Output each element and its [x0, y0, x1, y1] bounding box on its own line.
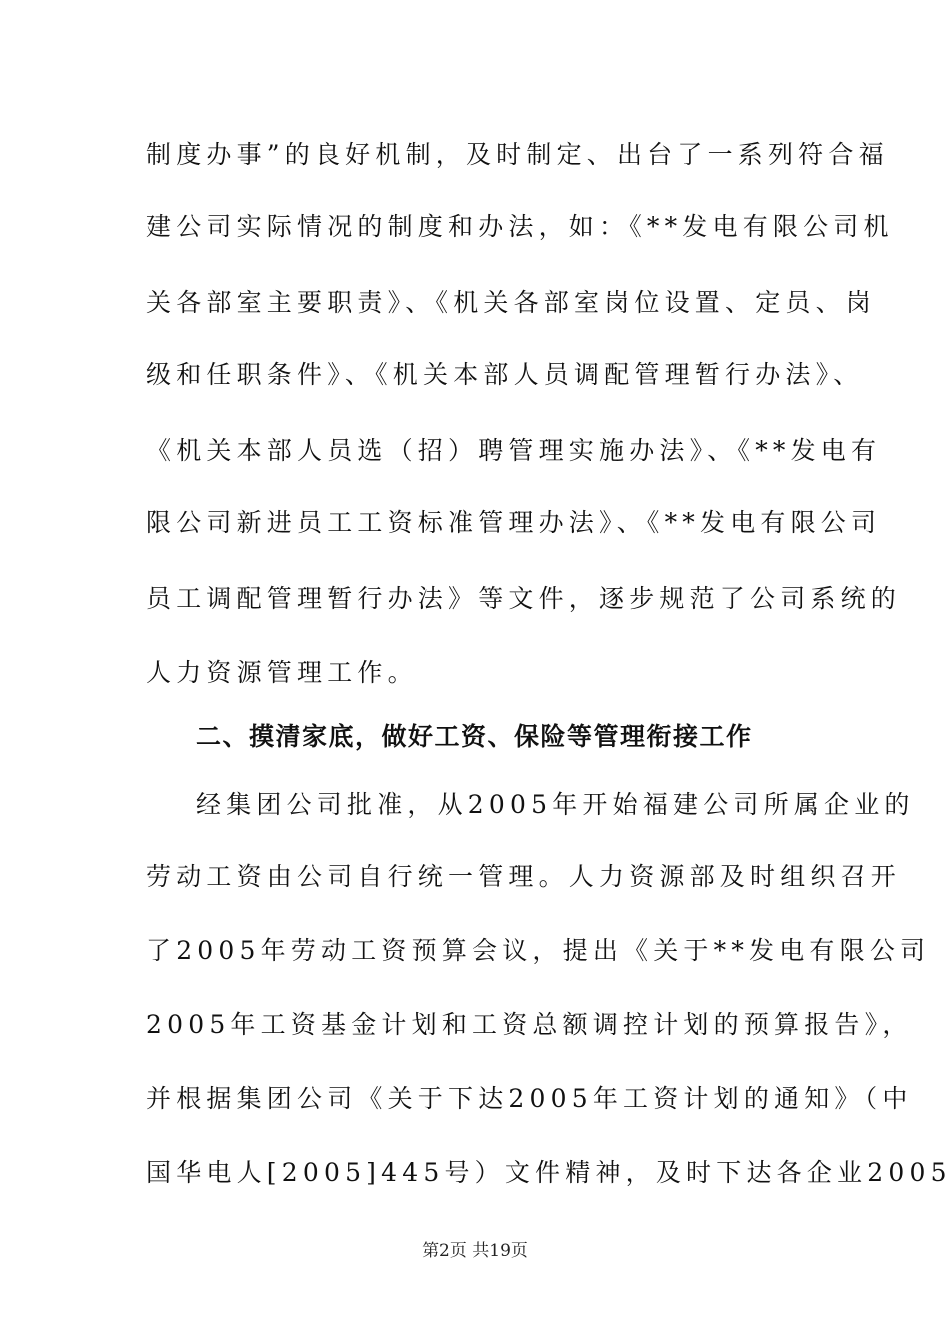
body-text-line: 限公司新进员工工资标准管理办法》、《**发电有限公司 — [146, 508, 882, 537]
body-text-line: 了2005年劳动工资预算会议，提出《关于**发电有限公司 — [146, 936, 931, 965]
body-text-line: 经集团公司批准，从2005年开始福建公司所属企业的 — [196, 790, 915, 819]
page-number-footer: 第2页 共19页 — [422, 1241, 528, 1261]
body-text-line: 国华电人[2005]445号）文件精神，及时下达各企业2005 — [146, 1158, 952, 1187]
body-text-line: 关各部室主要职责》、《机关各部室岗位设置、定员、岗 — [146, 288, 877, 317]
section-heading: 二、摸清家底，做好工资、保险等管理衔接工作 — [196, 722, 753, 751]
body-text-line: 《机关本部人员选（招）聘管理实施办法》、《**发电有 — [146, 436, 882, 465]
body-text-line: 人力资源管理工作。 — [146, 658, 418, 687]
body-text-line: 制度办事”的良好机制，及时制定、出台了一系列符合福 — [146, 140, 889, 169]
body-text-line: 2005年工资基金计划和工资总额调控计划的预算报告》， — [146, 1010, 913, 1039]
body-text-line: 劳动工资由公司自行统一管理。人力资源部及时组织召开 — [146, 862, 902, 891]
body-text-line: 建公司实际情况的制度和办法，如：《**发电有限公司机 — [146, 212, 894, 241]
body-text-line: 并根据集团公司《关于下达2005年工资计划的通知》（中 — [146, 1084, 913, 1113]
body-text-line: 级和任职条件》、《机关本部人员调配管理暂行办法》、 — [146, 360, 864, 389]
body-text-line: 员工调配管理暂行办法》等文件，逐步规范了公司系统的 — [146, 584, 902, 613]
